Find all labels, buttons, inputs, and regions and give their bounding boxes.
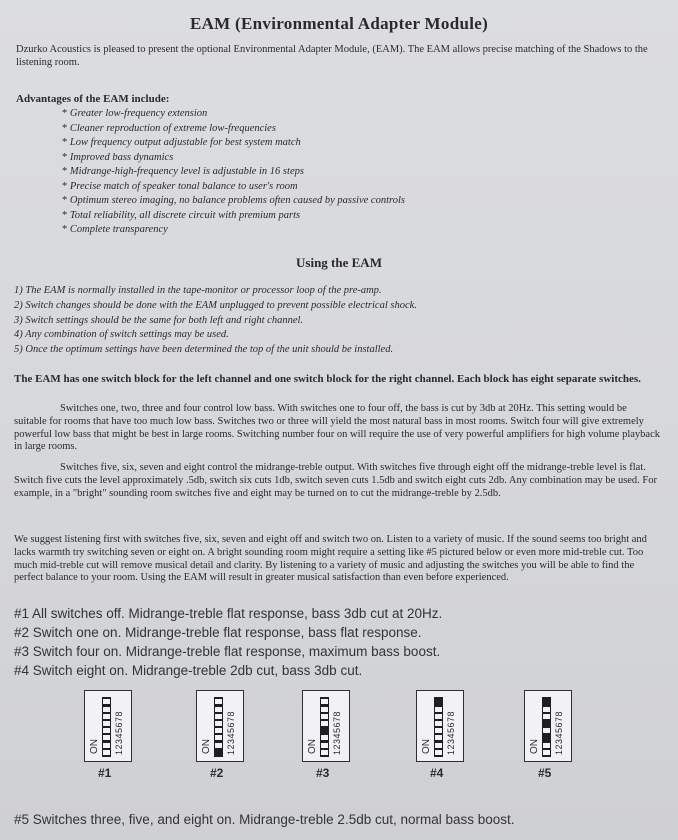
list-item: * Midrange-high-frequency level is adjustable in 16 steps (62, 165, 405, 180)
switch-8 (543, 699, 550, 704)
setting-item: #4 Switch eight on. Midrange-treble 2db cut, bass 3db cut. (14, 663, 363, 678)
document-title: EAM (Environmental Adapter Module) (189, 14, 489, 33)
switch-numbers: 12345678 (332, 710, 342, 755)
list-item: * Complete transparency (62, 223, 405, 238)
diagram-label: #3 (316, 766, 330, 780)
switch-5 (543, 721, 550, 726)
usage-steps (14, 284, 417, 358)
switch-3 (215, 735, 222, 740)
diagram-label: #1 (98, 766, 112, 780)
switch-1 (435, 750, 442, 755)
diagram-label: #4 (430, 766, 444, 780)
list-item: * Optimum stereo imaging, no balance problems often caused by passive controls (62, 194, 405, 209)
switch-4 (103, 728, 110, 733)
setting-item: #3 Switch four on. Midrange-treble flat response, maximum bass boost. (14, 644, 441, 659)
switch-bank (214, 697, 223, 757)
using-heading: Using the EAM (296, 255, 382, 270)
switch-5 (215, 721, 222, 726)
step-item: 4) Any combination of switch settings may be used. (14, 329, 229, 341)
advantages-heading: Advantages of the EAM include: (16, 93, 170, 105)
step-item: 3) Switch settings should be the same for both left and right channel. (14, 314, 304, 326)
treble-paragraph: Switches five, six, seven and eight control the midrange-treble output. With switches five through eight off the midrange-treble level is flat. Switch five cuts the level approximately .5db, switch six cuts 1db, switch seven cuts 1.5db and switch eight cuts 2db. Any combination may be used. For example, in a "bright" sounding room switches five and eight may be turned on to cut the midrange-treble by 2.5db. (14, 462, 658, 499)
on-label: ON (421, 739, 432, 754)
switch-7 (215, 707, 222, 712)
setting-item: #1 All switches off. Midrange-treble flat response, bass 3db cut at 20Hz. (14, 606, 443, 621)
intro-paragraph: Dzurko Acoustics is pleased to present the optional Environmental Adapter Module, (EAM). The EAM allows precise matching of the Shadows to the listening room. (16, 44, 648, 68)
switch-3 (435, 735, 442, 740)
switch-2 (103, 743, 110, 748)
on-label: ON (89, 739, 100, 754)
switch-block-heading: The EAM has one switch block for the left channel and one switch block for the right channel. Each block has eight separate switches. (14, 373, 641, 385)
switch-bank (320, 697, 329, 757)
switch-numbers: 12345678 (226, 710, 236, 755)
switch-6 (543, 714, 550, 719)
bass-paragraph: Switches one, two, three and four control low bass. With switches one to four off, the bass is cut by 3db at 20Hz. This setting would be suitable for rooms that have too much low bass. Switches two or three will yield the most natural bass in most rooms. Switch four will give extremely powerful low bass that might be best in large rooms. Switching number four on will require the use of very powerful amplifiers for high volume playback in large rooms. (14, 403, 660, 453)
switch-5 (435, 721, 442, 726)
switch-6 (103, 714, 110, 719)
switch-4 (321, 728, 328, 733)
switch-3 (103, 735, 110, 740)
switch-numbers: 12345678 (554, 710, 564, 755)
setting-5-caption: #5 Switches three, five, and eight on. Midrange-treble 2.5db cut, normal bass boost. (14, 812, 515, 827)
switch-8 (435, 699, 442, 704)
switch-7 (543, 707, 550, 712)
diagram-label: #2 (210, 766, 224, 780)
list-item: * Improved bass dynamics (62, 151, 405, 166)
switch-numbers: 12345678 (114, 710, 124, 755)
switch-7 (103, 707, 110, 712)
list-item: * Low frequency output adjustable for best system match (62, 136, 405, 151)
switch-bank (434, 697, 443, 757)
switch-diagrams (84, 690, 604, 790)
advantages-list (62, 107, 405, 238)
switch-2 (215, 743, 222, 748)
switch-numbers: 12345678 (446, 710, 456, 755)
step-item: 5) Once the optimum settings have been determined the top of the unit should be installed. (14, 344, 394, 356)
dip-switch-diagram (416, 690, 464, 762)
list-item: * Total reliability, all discrete circuit with premium parts (62, 209, 405, 224)
switch-8 (103, 699, 110, 704)
on-label: ON (201, 739, 212, 754)
dip-switch-diagram (84, 690, 132, 762)
setting-item: #2 Switch one on. Midrange-treble flat response, bass flat response. (14, 625, 422, 640)
switch-4 (435, 728, 442, 733)
switch-1 (215, 750, 222, 755)
suggestion-paragraph: We suggest listening first with switches five, six, seven and eight off and switch two on. Listen to a variety of music. If the sound seems too bright and lacks warmth try switching seven or eight on. A bright sounding room might require a setting like #5 pictured below or even more mid-treble cut. Too much mid-treble cut will remove musical detail and clarity. By listening to a variety of music and adjusting the switches you will be able to find the perfect balance to your room. Using the EAM will result in greater musical satisfaction than even before experienced. (14, 534, 647, 584)
dip-switch-diagram (524, 690, 572, 762)
switch-bank (102, 697, 111, 757)
switch-8 (215, 699, 222, 704)
switch-6 (321, 714, 328, 719)
dip-switch-diagram (302, 690, 350, 762)
switch-7 (321, 707, 328, 712)
switch-8 (321, 699, 328, 704)
switch-1 (543, 750, 550, 755)
switch-6 (215, 714, 222, 719)
switch-5 (321, 721, 328, 726)
switch-2 (435, 743, 442, 748)
switch-3 (543, 735, 550, 740)
list-item: * Precise match of speaker tonal balance to user's room (62, 180, 405, 195)
switch-1 (321, 750, 328, 755)
list-item: * Cleaner reproduction of extreme low-frequencies (62, 122, 405, 137)
diagram-label: #5 (538, 766, 552, 780)
list-item: * Greater low-frequency extension (62, 107, 405, 122)
on-label: ON (529, 739, 540, 754)
switch-bank (542, 697, 551, 757)
switch-7 (435, 707, 442, 712)
switch-6 (435, 714, 442, 719)
dip-switch-diagram (196, 690, 244, 762)
switch-5 (103, 721, 110, 726)
on-label: ON (307, 739, 318, 754)
step-item: 2) Switch changes should be done with the EAM unplugged to prevent possible electrical shock. (14, 299, 417, 311)
step-item: 1) The EAM is normally installed in the tape-monitor or processor loop of the pre-amp. (14, 285, 382, 296)
switch-3 (321, 735, 328, 740)
switch-4 (215, 728, 222, 733)
switch-2 (543, 743, 550, 748)
switch-1 (103, 750, 110, 755)
settings-list (14, 604, 442, 680)
switch-4 (543, 728, 550, 733)
switch-2 (321, 743, 328, 748)
